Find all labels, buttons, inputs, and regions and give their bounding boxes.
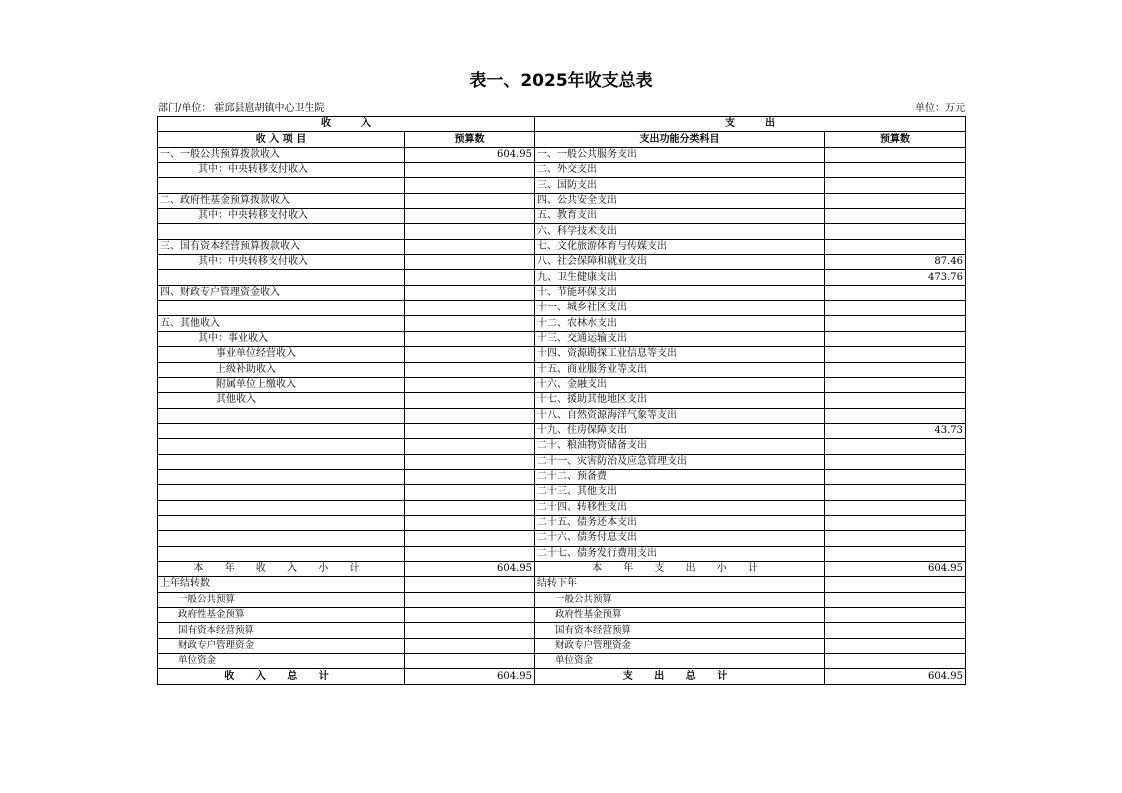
table-row bbox=[158, 255, 966, 270]
carry-in-item-value bbox=[405, 608, 535, 623]
table-row bbox=[158, 515, 966, 530]
carry-row bbox=[158, 592, 966, 607]
income-value-cell bbox=[405, 423, 535, 438]
income-item-cell: 一、一般公共预算拨款收入 bbox=[158, 147, 405, 162]
income-value-cell bbox=[405, 408, 535, 423]
expense-value-cell: 43.73 bbox=[825, 423, 966, 438]
expense-total-value: 604.95 bbox=[825, 669, 966, 684]
income-subtotal-value: 604.95 bbox=[405, 561, 535, 576]
expense-budget-header: 预算数 bbox=[825, 132, 966, 147]
table-row bbox=[158, 270, 966, 285]
expense-value-cell bbox=[825, 362, 966, 377]
carry-in-item: 政府性基金预算 bbox=[158, 608, 405, 623]
expense-value-cell bbox=[825, 301, 966, 316]
income-group-header: 收 入 bbox=[158, 117, 535, 132]
carry-out-value bbox=[825, 577, 966, 592]
income-value-cell bbox=[405, 469, 535, 484]
expense-item-cell: 三、国防支出 bbox=[535, 178, 825, 193]
income-item-header: 收 入 项 目 bbox=[158, 132, 405, 147]
income-item-cell bbox=[158, 500, 405, 515]
income-subtotal-label: 本 年 收 入 小 计 bbox=[158, 561, 405, 576]
carry-in-item-value bbox=[405, 654, 535, 669]
expense-item-cell: 二十六、债务付息支出 bbox=[535, 531, 825, 546]
carry-out-item: 政府性基金预算 bbox=[535, 608, 825, 623]
expense-item-cell: 十、节能环保支出 bbox=[535, 285, 825, 300]
page-title: 表一、2025年收支总表 bbox=[469, 71, 653, 91]
expense-item-cell: 十五、商业服务业等支出 bbox=[535, 362, 825, 377]
expense-value-cell bbox=[825, 163, 966, 178]
carry-out-label: 结转下年 bbox=[535, 577, 825, 592]
income-item-cell: 其中：中央转移支付收入 bbox=[158, 209, 405, 224]
expense-value-cell bbox=[825, 439, 966, 454]
expense-item-cell: 五、教育支出 bbox=[535, 209, 825, 224]
table-row bbox=[158, 439, 966, 454]
income-value-cell bbox=[405, 331, 535, 346]
income-item-cell: 四、财政专户管理资金收入 bbox=[158, 285, 405, 300]
expense-item-cell: 九、卫生健康支出 bbox=[535, 270, 825, 285]
income-budget-header: 预算数 bbox=[405, 132, 535, 147]
expense-value-cell bbox=[825, 224, 966, 239]
carry-header-row bbox=[158, 577, 966, 592]
table-row bbox=[158, 531, 966, 546]
table-row bbox=[158, 423, 966, 438]
income-value-cell bbox=[405, 439, 535, 454]
table-row bbox=[158, 500, 966, 515]
income-value-cell bbox=[405, 347, 535, 362]
expense-item-cell: 四、公共安全支出 bbox=[535, 193, 825, 208]
income-item-cell: 其中：中央转移支付收入 bbox=[158, 163, 405, 178]
income-item-cell bbox=[158, 515, 405, 530]
carry-out-item-value bbox=[825, 638, 966, 653]
carry-row bbox=[158, 623, 966, 638]
expense-value-cell bbox=[825, 546, 966, 561]
table-row bbox=[158, 163, 966, 178]
income-value-cell bbox=[405, 209, 535, 224]
income-value-cell bbox=[405, 224, 535, 239]
income-value-cell bbox=[405, 285, 535, 300]
income-item-cell: 其中：中央转移支付收入 bbox=[158, 255, 405, 270]
table-row bbox=[158, 239, 966, 254]
expense-item-cell: 二十一、灾害防治及应急管理支出 bbox=[535, 454, 825, 469]
expense-item-cell: 二十二、预备费 bbox=[535, 469, 825, 484]
department-label: 部门/单位： 霍邱县扈胡镇中心卫生院 bbox=[158, 103, 325, 114]
table-row bbox=[158, 546, 966, 561]
income-item-cell: 其他收入 bbox=[158, 393, 405, 408]
expense-value-cell bbox=[825, 147, 966, 162]
group-header-row bbox=[158, 117, 966, 132]
expense-item-cell: 八、社会保障和就业支出 bbox=[535, 255, 825, 270]
carry-row bbox=[158, 654, 966, 669]
expense-value-cell bbox=[825, 209, 966, 224]
table-row bbox=[158, 485, 966, 500]
carry-out-item-value bbox=[825, 623, 966, 638]
carry-out-item: 财政专户管理资金 bbox=[535, 638, 825, 653]
carry-in-item: 财政专户管理资金 bbox=[158, 638, 405, 653]
expense-item-cell: 二十、粮油物资储备支出 bbox=[535, 439, 825, 454]
expense-value-cell bbox=[825, 347, 966, 362]
income-value-cell bbox=[405, 239, 535, 254]
expense-value-cell bbox=[825, 193, 966, 208]
carry-row bbox=[158, 608, 966, 623]
subtotal-row bbox=[158, 561, 966, 576]
expense-value-cell bbox=[825, 393, 966, 408]
expense-value-cell: 473.76 bbox=[825, 270, 966, 285]
table-row bbox=[158, 331, 966, 346]
table-row bbox=[158, 316, 966, 331]
carry-in-item-value bbox=[405, 638, 535, 653]
carry-out-item-value bbox=[825, 608, 966, 623]
income-value-cell bbox=[405, 193, 535, 208]
expense-item-cell: 一、一般公共服务支出 bbox=[535, 147, 825, 162]
expense-value-cell bbox=[825, 316, 966, 331]
income-item-cell: 事业单位经营收入 bbox=[158, 347, 405, 362]
budget-summary-table bbox=[157, 116, 966, 685]
income-value-cell bbox=[405, 178, 535, 193]
table-row bbox=[158, 301, 966, 316]
income-item-cell bbox=[158, 531, 405, 546]
expense-value-cell bbox=[825, 500, 966, 515]
table-row bbox=[158, 408, 966, 423]
income-value-cell bbox=[405, 255, 535, 270]
income-item-cell bbox=[158, 178, 405, 193]
carry-out-item-value bbox=[825, 592, 966, 607]
expense-total-label: 支 出 总 计 bbox=[535, 669, 825, 684]
expense-item-cell: 十一、城乡社区支出 bbox=[535, 301, 825, 316]
expense-value-cell bbox=[825, 515, 966, 530]
table-row bbox=[158, 193, 966, 208]
expense-subtotal-label: 本 年 支 出 小 计 bbox=[535, 561, 825, 576]
expense-item-cell: 二十四、转移性支出 bbox=[535, 500, 825, 515]
carry-in-item-value bbox=[405, 592, 535, 607]
carry-in-value bbox=[405, 577, 535, 592]
expense-item-header: 支出功能分类科目 bbox=[535, 132, 825, 147]
expense-subtotal-value: 604.95 bbox=[825, 561, 966, 576]
table-row bbox=[158, 454, 966, 469]
income-item-cell bbox=[158, 485, 405, 500]
unit-label: 单位：万元 bbox=[915, 103, 965, 114]
income-item-cell bbox=[158, 454, 405, 469]
expense-value-cell: 87.46 bbox=[825, 255, 966, 270]
income-item-cell: 其中：事业收入 bbox=[158, 331, 405, 346]
carry-in-item: 单位资金 bbox=[158, 654, 405, 669]
expense-value-cell bbox=[825, 454, 966, 469]
expense-item-cell: 十三、交通运输支出 bbox=[535, 331, 825, 346]
table-row bbox=[158, 347, 966, 362]
table-row bbox=[158, 377, 966, 392]
income-item-cell: 上级补助收入 bbox=[158, 362, 405, 377]
expense-value-cell bbox=[825, 531, 966, 546]
table-row bbox=[158, 178, 966, 193]
income-value-cell bbox=[405, 377, 535, 392]
income-value-cell bbox=[405, 515, 535, 530]
income-item-cell bbox=[158, 408, 405, 423]
carry-out-item: 国有资本经营预算 bbox=[535, 623, 825, 638]
carry-in-item: 国有资本经营预算 bbox=[158, 623, 405, 638]
expense-item-cell: 十七、援助其他地区支出 bbox=[535, 393, 825, 408]
expense-item-cell: 七、文化旅游体育与传媒支出 bbox=[535, 239, 825, 254]
expense-value-cell bbox=[825, 178, 966, 193]
income-value-cell bbox=[405, 454, 535, 469]
expense-item-cell: 十四、资源勘探工业信息等支出 bbox=[535, 347, 825, 362]
carry-in-label: 上年结转数 bbox=[158, 577, 405, 592]
expense-value-cell bbox=[825, 469, 966, 484]
income-value-cell bbox=[405, 485, 535, 500]
income-item-cell: 三、国有资本经营预算拨款收入 bbox=[158, 239, 405, 254]
carry-in-item: 一般公共预算 bbox=[158, 592, 405, 607]
expense-group-header: 支 出 bbox=[535, 117, 966, 132]
carry-out-item: 单位资金 bbox=[535, 654, 825, 669]
expense-value-cell bbox=[825, 285, 966, 300]
expense-item-cell: 十二、农林水支出 bbox=[535, 316, 825, 331]
expense-item-cell: 十九、住房保障支出 bbox=[535, 423, 825, 438]
income-item-cell: 二、政府性基金预算拨款收入 bbox=[158, 193, 405, 208]
income-item-cell: 附属单位上缴收入 bbox=[158, 377, 405, 392]
income-value-cell bbox=[405, 270, 535, 285]
expense-item-cell: 二十七、债务发行费用支出 bbox=[535, 546, 825, 561]
income-value-cell bbox=[405, 500, 535, 515]
carry-row bbox=[158, 638, 966, 653]
expense-item-cell: 二十五、债务还本支出 bbox=[535, 515, 825, 530]
income-value-cell bbox=[405, 316, 535, 331]
expense-value-cell bbox=[825, 239, 966, 254]
income-item-cell bbox=[158, 301, 405, 316]
column-header-row bbox=[158, 132, 966, 147]
table-row bbox=[158, 147, 966, 162]
income-item-cell: 五、其他收入 bbox=[158, 316, 405, 331]
table-row bbox=[158, 224, 966, 239]
expense-value-cell bbox=[825, 331, 966, 346]
income-total-value: 604.95 bbox=[405, 669, 535, 684]
income-value-cell: 604.95 bbox=[405, 147, 535, 162]
table-row bbox=[158, 393, 966, 408]
carry-out-item: 一般公共预算 bbox=[535, 592, 825, 607]
income-item-cell bbox=[158, 224, 405, 239]
grand-total-row bbox=[158, 669, 966, 684]
expense-item-cell: 十六、金融支出 bbox=[535, 377, 825, 392]
income-value-cell bbox=[405, 546, 535, 561]
table-row bbox=[158, 362, 966, 377]
expense-value-cell bbox=[825, 408, 966, 423]
expense-item-cell: 二十三、其他支出 bbox=[535, 485, 825, 500]
table-row bbox=[158, 209, 966, 224]
income-value-cell bbox=[405, 163, 535, 178]
expense-item-cell: 十八、自然资源海洋气象等支出 bbox=[535, 408, 825, 423]
income-value-cell bbox=[405, 301, 535, 316]
expense-item-cell: 二、外交支出 bbox=[535, 163, 825, 178]
table-row bbox=[158, 285, 966, 300]
income-item-cell bbox=[158, 270, 405, 285]
carry-out-item-value bbox=[825, 654, 966, 669]
expense-value-cell bbox=[825, 377, 966, 392]
expense-item-cell: 六、科学技术支出 bbox=[535, 224, 825, 239]
income-value-cell bbox=[405, 362, 535, 377]
income-value-cell bbox=[405, 393, 535, 408]
income-item-cell bbox=[158, 546, 405, 561]
income-total-label: 收 入 总 计 bbox=[158, 669, 405, 684]
income-item-cell bbox=[158, 423, 405, 438]
expense-value-cell bbox=[825, 485, 966, 500]
income-value-cell bbox=[405, 531, 535, 546]
income-item-cell bbox=[158, 439, 405, 454]
income-item-cell bbox=[158, 469, 405, 484]
table-row bbox=[158, 469, 966, 484]
carry-in-item-value bbox=[405, 623, 535, 638]
